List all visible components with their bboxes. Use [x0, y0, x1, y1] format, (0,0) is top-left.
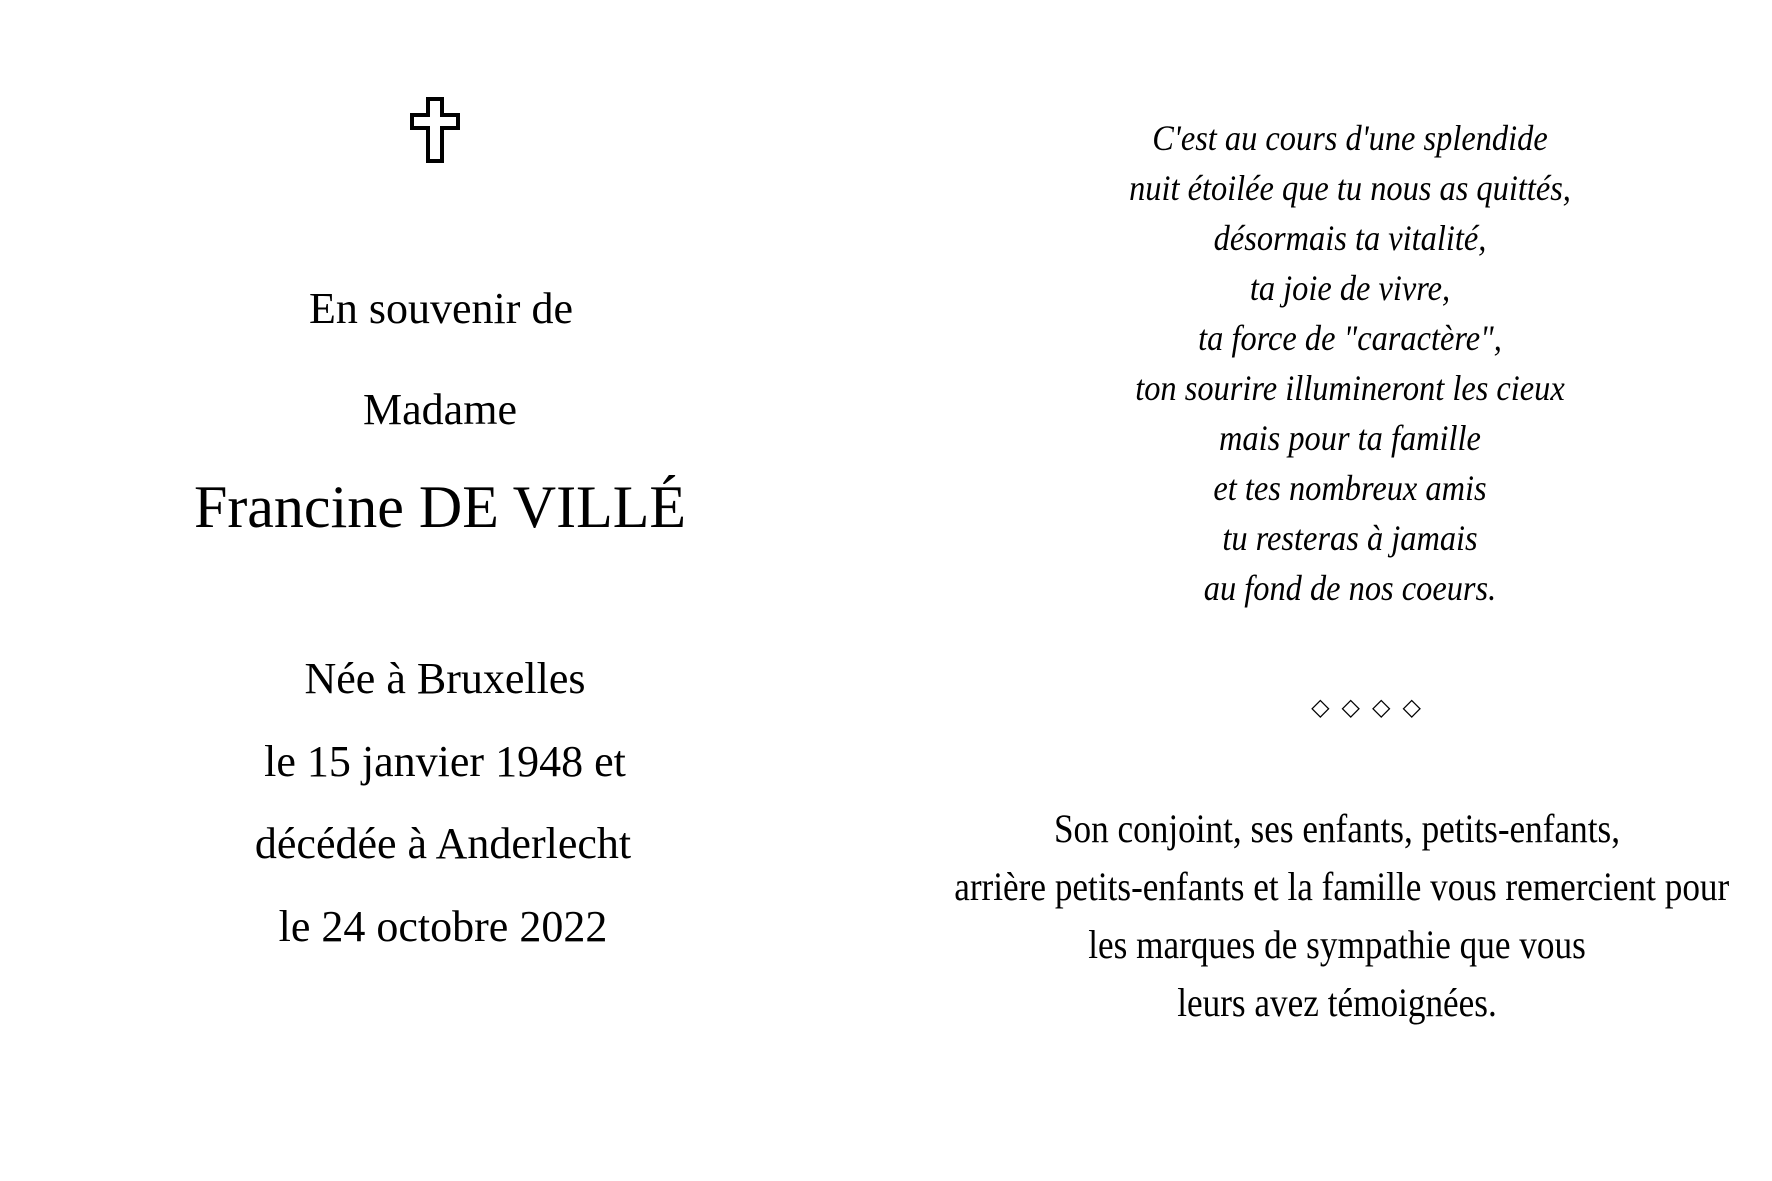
title-text: Madame [363, 385, 517, 434]
birth-place: Née à Bruxelles [304, 654, 586, 703]
thanks-line: arrière petits-enfants et la famille vous remercient pour [954, 864, 1730, 909]
right-panel [880, 0, 1772, 1181]
thanks-message [935, 800, 1730, 1032]
poem-line: mais pour ta famille [1219, 418, 1481, 458]
poem-line: et tes nombreux amis [1213, 468, 1487, 508]
thanks-line: Son conjoint, ses enfants, petits-enfants, [1053, 806, 1621, 851]
left-panel [0, 0, 880, 1181]
death-place: décédée à Anderlecht [254, 819, 632, 868]
death-date: le 24 octobre 2022 [278, 902, 608, 951]
deceased-name: Francine DE VILLÉ [193, 474, 687, 540]
poem-line: au fond de nos coeurs. [1203, 568, 1497, 608]
poem [927, 113, 1730, 613]
poem-line: ta joie de vivre, [1249, 268, 1451, 308]
poem-line: C'est au cours d'une splendide [1152, 118, 1548, 158]
diamond-ornament: ◇◇◇◇ [1311, 693, 1433, 721]
poem-line: tu resteras à jamais [1222, 518, 1478, 558]
birth-date: le 15 janvier 1948 et [264, 737, 626, 786]
poem-line: désormais ta vitalité, [1213, 218, 1487, 258]
cross-icon [409, 97, 461, 163]
poem-line: ton sourire illumineront les cieux [1135, 368, 1565, 408]
intro-text: En souvenir de [309, 284, 573, 333]
thanks-line: leurs avez témoignées. [1177, 980, 1497, 1025]
thanks-line: les marques de sympathie que vous [1088, 922, 1586, 967]
poem-line: ta force de "caractère", [1198, 318, 1502, 358]
poem-line: nuit étoilée que tu nous as quittés, [1129, 168, 1571, 208]
